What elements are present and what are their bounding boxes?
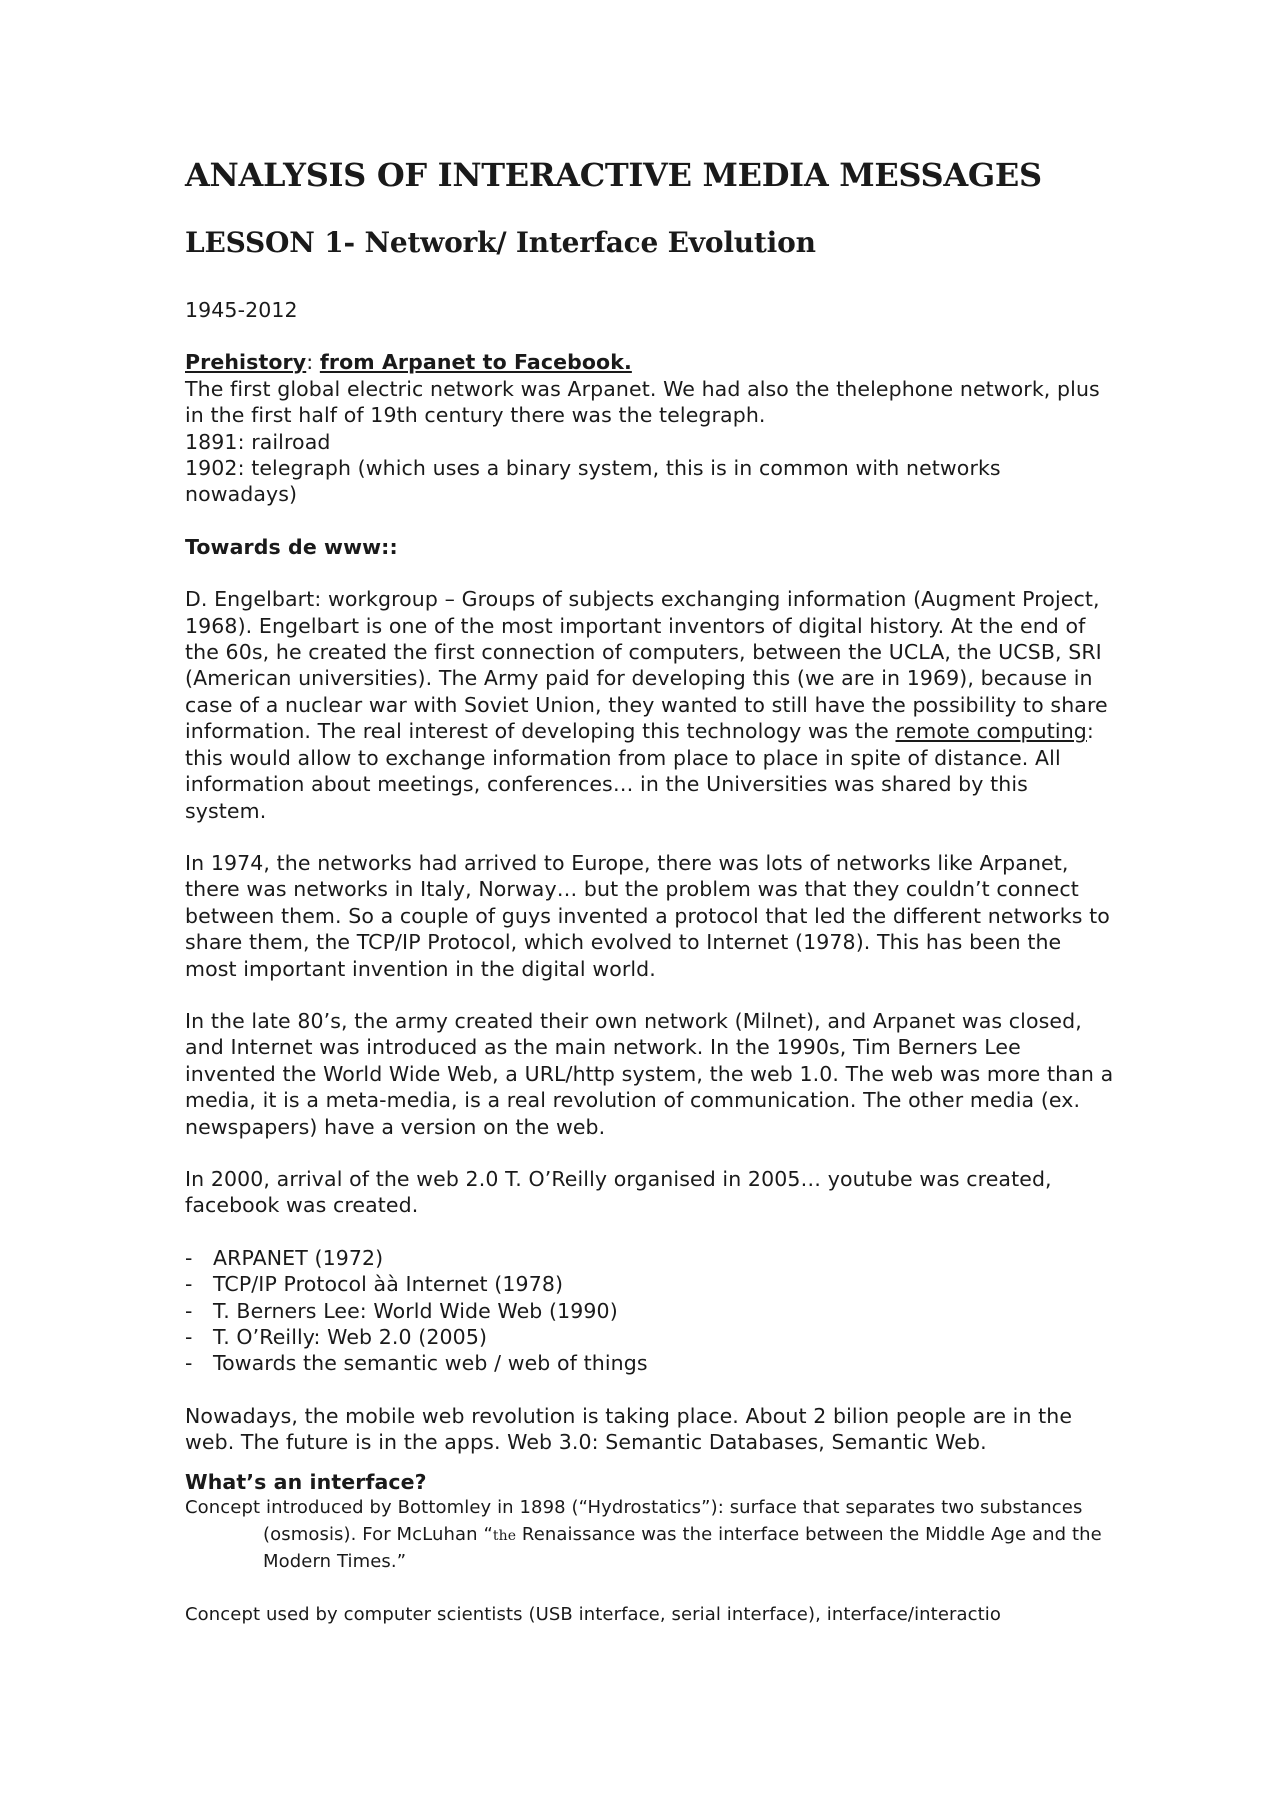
spacer — [185, 1576, 1115, 1602]
interface-definition-paragraph — [185, 1495, 1115, 1576]
spacer — [185, 824, 1115, 850]
prehistory-line: 1891: railroad — [185, 429, 331, 454]
interface-serif-word: the — [492, 1527, 517, 1544]
prehistory-heading-prefix: Prehistory — [185, 350, 307, 375]
computer-scientists-paragraph: Concept used by computer scientists (USB interface, serial interface), interface/interactio — [185, 1603, 1002, 1625]
spacer — [185, 1377, 1115, 1403]
interface-text-end: Renaissance was the interface between the Middle Age and the Modern Times.” — [263, 1523, 1102, 1573]
spacer — [185, 508, 1115, 534]
spacer — [185, 1140, 1115, 1166]
timeline-list — [185, 1245, 1115, 1377]
spacer — [185, 982, 1115, 1008]
mobile-web-paragraph: Nowadays, the mobile web revolution is taking place. About 2 bilion people are in the web. The future is in the apps. Web 3.0: Semantic Databases, Semantic Web. — [185, 1403, 1073, 1455]
milnet-www-paragraph: In the late 80’s, the army created their own network (Milnet), and Arpanet was closed, and Internet was introduced as the main network. In the 1990s, Tim Berners Lee invented the World Wide Web, a URL/http system, the web 1.0. The web was more than a media, it is a meta-media, is a real revolution of communication. The other media (ex. newspapers) have a version on the web. — [185, 1008, 1114, 1139]
document-title: ANALYSIS OF INTERACTIVE MEDIA MESSAGES — [185, 156, 1042, 194]
prehistory-heading-rest: from Arpanet to Facebook. — [319, 350, 632, 375]
interface-text-start: Concept introduced by Bottomley in 1898 (“Hydrostatics”): surface that separates two substances (osmosis). For McLuhan “ — [185, 1497, 1083, 1545]
spacer — [185, 1219, 1115, 1245]
timeline-item: - T. Berners Lee: World Wide Web (1990) — [185, 1298, 1115, 1324]
timeline-item: - Towards the semantic web / web of things — [185, 1350, 1115, 1376]
engelbart-text-end: : this would allow to exchange information from place to place in spite of distance. All information about meetings, conferences… in the Universities was shared by this system. — [185, 719, 1094, 823]
date-range: 1945-2012 — [185, 298, 298, 322]
web2-paragraph: In 2000, arrival of the web 2.0 T. O’Reilly organised in 2005… youtube was created, facebook was created. — [185, 1166, 1052, 1218]
spacer — [185, 560, 1115, 586]
spacer — [185, 323, 1115, 349]
timeline-item: - T. O’Reilly: Web 2.0 (2005) — [185, 1324, 1115, 1350]
interface-heading: What’s an interface? — [185, 1469, 427, 1494]
spacer — [185, 1456, 1115, 1469]
timeline-item: - ARPANET (1972) — [185, 1245, 1115, 1271]
prehistory-line: The first global electric network was Arpanet. We had also the thelephone network, plus in the first half of 19th century there was the telegraph. — [185, 376, 1100, 428]
networks-europe-paragraph: In 1974, the networks had arrived to Europe, there was lots of networks like Arpanet, there was networks in Italy, Norway… but the problem was that they couldn’t connect between them. So a couple of guys invented a protocol that led the different networks to share them, the TCP/IP Protocol, which evolved to Internet (1978). This has been the most important invention in the digital world. — [185, 850, 1110, 981]
lesson-subtitle: LESSON 1- Network/ Interface Evolution — [185, 226, 816, 259]
engelbart-paragraph — [185, 586, 1115, 824]
remote-computing-link[interactable]: remote computing — [895, 719, 1087, 744]
timeline-item: - TCP/IP Protocol àà Internet (1978) — [185, 1271, 1115, 1297]
prehistory-heading-colon: : — [306, 350, 320, 375]
prehistory-line: 1902: telegraph (which uses a binary system, this is in common with networks nowadays) — [185, 456, 1001, 507]
towards-heading: Towards de www:: — [185, 534, 398, 559]
document-body — [185, 155, 1115, 1628]
prehistory-heading — [185, 349, 1115, 375]
engelbart-text-start: D. Engelbart: workgroup – Groups of subjects exchanging information (Augment Project, 1968). Engelbart is one of the most important inventors of digital history. At the end of the 60s, he created the first connection of computers, between the UCLA, the UCSB, SRI (American universities). The Army paid for developing this (we are in 1969), because in case of a nuclear war with Soviet Union, they wanted to still have the possibility to share information. The real interest of developing this technology was the — [185, 587, 1108, 744]
